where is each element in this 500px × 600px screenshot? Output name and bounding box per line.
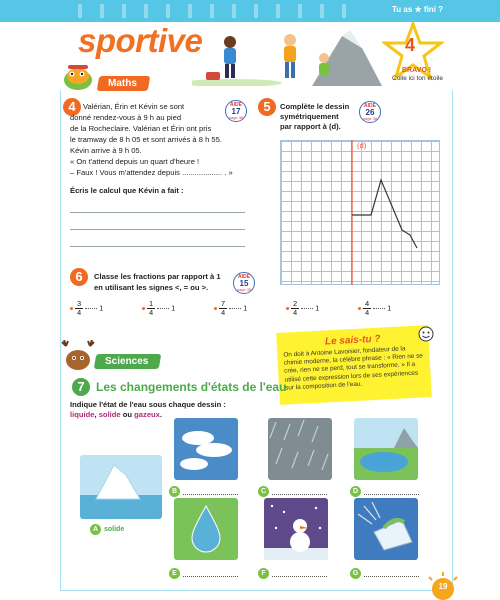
compare-blank[interactable]: [373, 308, 385, 309]
snowman-tile: [264, 498, 328, 560]
maths-tag: Maths: [97, 76, 151, 91]
frame-bottom: [60, 590, 452, 591]
half-drawing: [352, 180, 417, 248]
sciences-tag: Sciences: [94, 354, 162, 369]
answer-b-blank[interactable]: [183, 494, 238, 495]
ex4-line-2: donné rendez-vous à 9 h au pied: [70, 113, 182, 122]
letter-d: D: [350, 486, 361, 497]
fraction-item: $\frac{3}{4}$ 1: [70, 300, 103, 317]
axis-label: (d): [357, 141, 367, 150]
answer-f-blank[interactable]: [272, 576, 327, 577]
page-title: sportive: [78, 22, 203, 59]
aide-17-badge[interactable]: AIDE 17 page 36: [225, 100, 247, 122]
steam-iron-tile: [354, 498, 418, 560]
compare-blank[interactable]: [85, 308, 97, 309]
ex4-line-7[interactable]: – Faux ! Vous m'attendez depuis ................... . »: [70, 168, 233, 177]
answer-line-3[interactable]: [70, 246, 245, 247]
letter-c: C: [258, 486, 269, 497]
exercise-7-title: Les changements d'états de l'eau: [96, 380, 287, 394]
letter-b: B: [169, 486, 180, 497]
letter-g: G: [350, 568, 361, 579]
exercise-7-number: 7: [72, 378, 90, 396]
did-you-know-box: [276, 325, 432, 405]
clouds-tile: [174, 418, 238, 480]
did-you-know-title: Le sais-tu ?: [324, 333, 381, 348]
aide-26-badge[interactable]: AIDE 26 page 36: [359, 101, 381, 123]
did-you-know-text: On doit à Antoine Lavoisier, fondateur de la chimie moderne, la célèbre phrase : « Rien ne se crée, rien ne se perd, tout se transforme. » Il a utilisé cette expression lors de ses expériences sur la composition de l'eau.: [283, 345, 424, 392]
ex5-line-1: Complète le dessin: [280, 102, 350, 111]
moose-mascot: [58, 340, 98, 372]
fraction-item: $\frac{1}{4}$ 1: [142, 300, 175, 317]
fraction-item: $\frac{2}{4}$ 1: [286, 300, 319, 317]
sticker-hint: Colle ici ton étoile: [392, 75, 443, 82]
lake-tile: [354, 418, 418, 480]
smiley-icon: [418, 326, 434, 342]
ex5-line-3: par rapport à (d).: [280, 122, 341, 131]
answer-d-blank[interactable]: [364, 494, 419, 495]
ex4-line-1: Valérian, Érin et Kévin se sont: [83, 102, 185, 111]
aide-15-badge[interactable]: AIDE 15 page 35: [233, 272, 255, 294]
answer-a: solide: [104, 526, 125, 533]
finished-label: Tu as ★ fini ?: [392, 5, 444, 14]
compare-blank[interactable]: [229, 308, 241, 309]
answer-e-blank[interactable]: [183, 576, 238, 577]
page-number: 19: [438, 582, 448, 591]
turtle-mascot: [60, 62, 96, 92]
star-number: 4: [405, 35, 416, 55]
symmetry-drawing: [280, 140, 440, 285]
exercise-6-number: 6: [70, 268, 88, 286]
hikers-illustration: [192, 28, 382, 86]
fraction-item: $\frac{4}{4}$ 1: [358, 300, 391, 317]
compare-blank[interactable]: [157, 308, 169, 309]
ex4-line-4: le tramway de 8 h 05 et sont arrivés à 8 h 55.: [70, 135, 222, 144]
answer-line-2[interactable]: [70, 229, 245, 230]
ex6-line-2: en utilisant les signes <, = ou >.: [94, 283, 209, 292]
letter-a: A: [90, 524, 101, 535]
frame-right: [452, 90, 453, 590]
iceberg-tile: [80, 455, 162, 519]
answer-c-blank[interactable]: [272, 494, 327, 495]
exercise-4-number: 4: [63, 98, 81, 116]
ex5-line-2: symétriquement: [280, 112, 339, 121]
ex4-prompt: Écris le calcul que Kévin a fait :: [70, 186, 184, 195]
compare-blank[interactable]: [301, 308, 313, 309]
rain-tile: [268, 418, 332, 480]
ex4-line-5: Kévin arrive à 9 h 05.: [70, 146, 142, 155]
fraction-item: $\frac{7}{4}$ 1: [214, 300, 247, 317]
ex4-line-3: de la Rocheclaire. Valérian et Érin ont pris: [70, 124, 212, 133]
letter-f: F: [258, 568, 269, 579]
drop-tile: [174, 498, 238, 560]
ex7-states: liquide, solide ou gazeux.: [70, 410, 163, 419]
banner-pattern: [60, 4, 360, 18]
letter-e: E: [169, 568, 180, 579]
ex6-line-1: Classe les fractions par rapport à 1: [94, 272, 221, 281]
ex7-instruction: Indique l'état de l'eau sous chaque dessin :: [70, 400, 226, 409]
ex4-line-6: « On t'attend depuis un quart d'heure !: [70, 157, 200, 166]
exercise-5-number: 5: [258, 98, 276, 116]
answer-g-blank[interactable]: [364, 576, 419, 577]
answer-line-1[interactable]: [70, 212, 245, 213]
bravo-label: BRAVO !: [402, 67, 432, 74]
